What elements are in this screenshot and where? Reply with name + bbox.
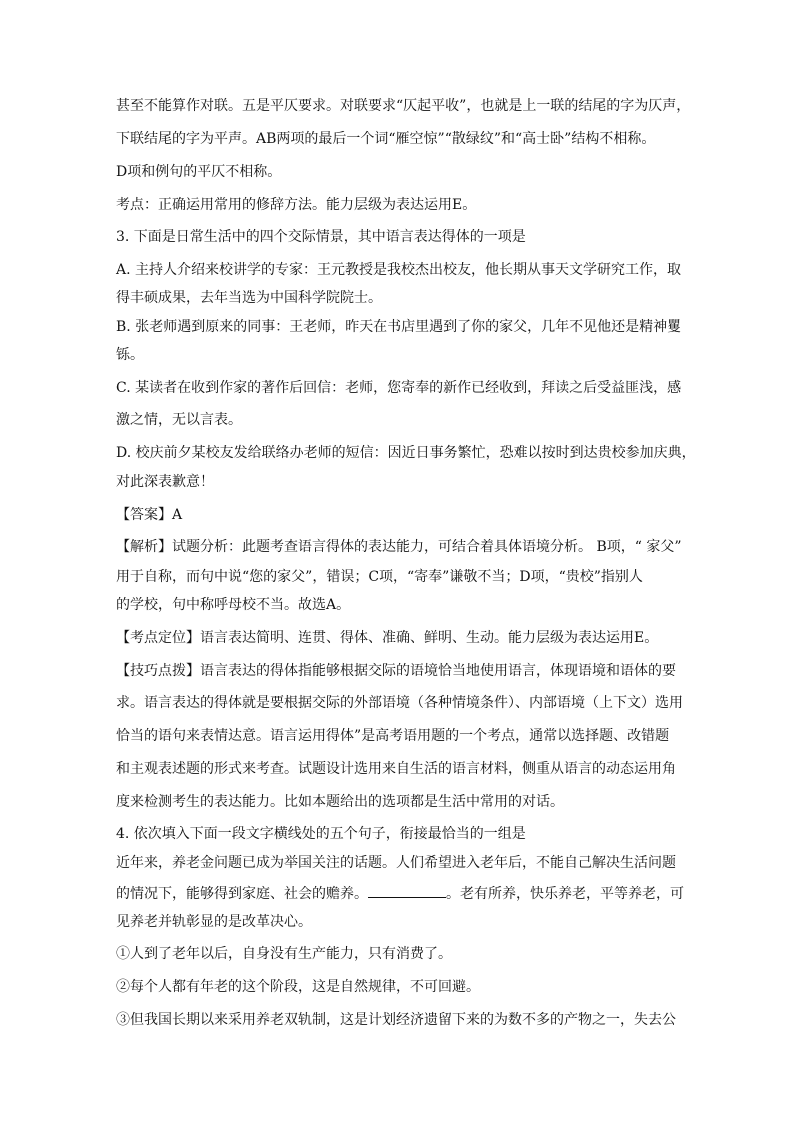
passage-line: 近年来，养老金问题已成为举国关注的话题。人们希望进入老年后，不能自己解决生活问题	[116, 855, 676, 871]
analysis-line: 的学校，句中称呼母校不当。故选A。	[116, 597, 351, 613]
option-c-line: C. 某读者在收到作家的著作后回信：老师，您寄奉的新作已经收到，拜读之后受益匪浅，感	[116, 380, 682, 396]
fill-in-blank	[368, 883, 446, 898]
passage-line: 见养老并轨彰显的是改革决心。	[116, 914, 312, 930]
question-3-stem: 3. 下面是日常生活中的四个交际情景，其中语言表达得体的一项是	[116, 229, 526, 245]
answer-line: 【答案】A	[116, 507, 183, 523]
text-line: 下联结尾的字为平声。AB两项的最后一个词“雁空惊”“散绿纹”和“高士卧”结构不相称。	[116, 131, 656, 147]
option-b-line: 铄。	[116, 347, 144, 363]
text-line: 考点：正确运用常用的修辞方法。能力层级为表达运用E。	[116, 197, 477, 213]
question-4-stem: 4. 依次填入下面一段文字横线处的五个句子，衔接最恰当的一组是	[116, 826, 526, 842]
tip-line: 求。语言表达的得体就是要根据交际的外部语境（各种情境条件）、内部语境（上下文）选用	[116, 695, 683, 711]
option-a-line: 得丰硕成果，去年当选为中国科学院院士。	[116, 290, 382, 306]
option-c-line: 激之情，无以言表。	[116, 412, 242, 428]
text-line: D项和例句的平仄不相称。	[116, 164, 282, 180]
analysis-line: 用于自称，而句中说“您的家父”，错误；C项，“寄奉”谦敬不当；D项，“贵校”指别人	[116, 569, 643, 585]
analysis-line: 【解析】试题分析：此题考查语言得体的表达能力，可结合着具体语境分析。 B项，“ 家父”	[116, 539, 682, 555]
tip-line: 恰当的语句来表情达意。语言运用得体”是高考语用题的一个考点，通常以选择题、改错题	[116, 728, 670, 744]
option-d-line: 对此深表歉意！	[116, 474, 214, 490]
tip-line: 度来检测考生的表达能力。比如本题给出的选项都是生活中常用的对话。	[116, 794, 564, 810]
sentence-1: ①人到了老年以后，自身没有生产能力，只有消费了。	[116, 946, 452, 962]
sentence-2: ②每个人都有年老的这个阶段，这是自然规律，不可回避。	[116, 979, 480, 995]
option-d-line: D. 校庆前夕某校友发给联络办老师的短信：因近日事务繁忙，恐难以按时到达贵校参加庆典，	[116, 445, 696, 461]
option-b-line: B. 张老师遇到原来的同事：王老师，昨天在书店里遇到了你的家父，几年不见他还是精神矍	[116, 319, 682, 335]
passage-line: 的情况下，能够得到家庭、社会的赡养。 。老有所养，快乐养老，平等养老，可	[116, 883, 684, 904]
option-a-line: A. 主持人介绍来校讲学的专家：王元教授是我校杰出校友，他长期从事天文学研究工作，取	[116, 262, 682, 278]
sentence-3: ③但我国长期以来采用养老双轨制，这是计划经济遗留下来的为数不多的产物之一，失去公	[116, 1012, 676, 1028]
tip-line: 【技巧点拨】语言表达的得体指能够根据交际的语境恰当地使用语言，体现语境和语体的要	[116, 663, 676, 679]
tip-line: 和主观表述题的形式来考查。试题设计选用来自生活的语言材料，侧重从语言的动态运用角	[116, 761, 676, 777]
key-point-line: 【考点定位】语言表达简明、连贯、得体、准确、鲜明、生动。能力层级为表达运用E。	[116, 630, 659, 646]
text-line: 甚至不能算作对联。五是平仄要求。对联要求“仄起平收”，也就是上一联的结尾的字为仄声，	[116, 98, 691, 114]
